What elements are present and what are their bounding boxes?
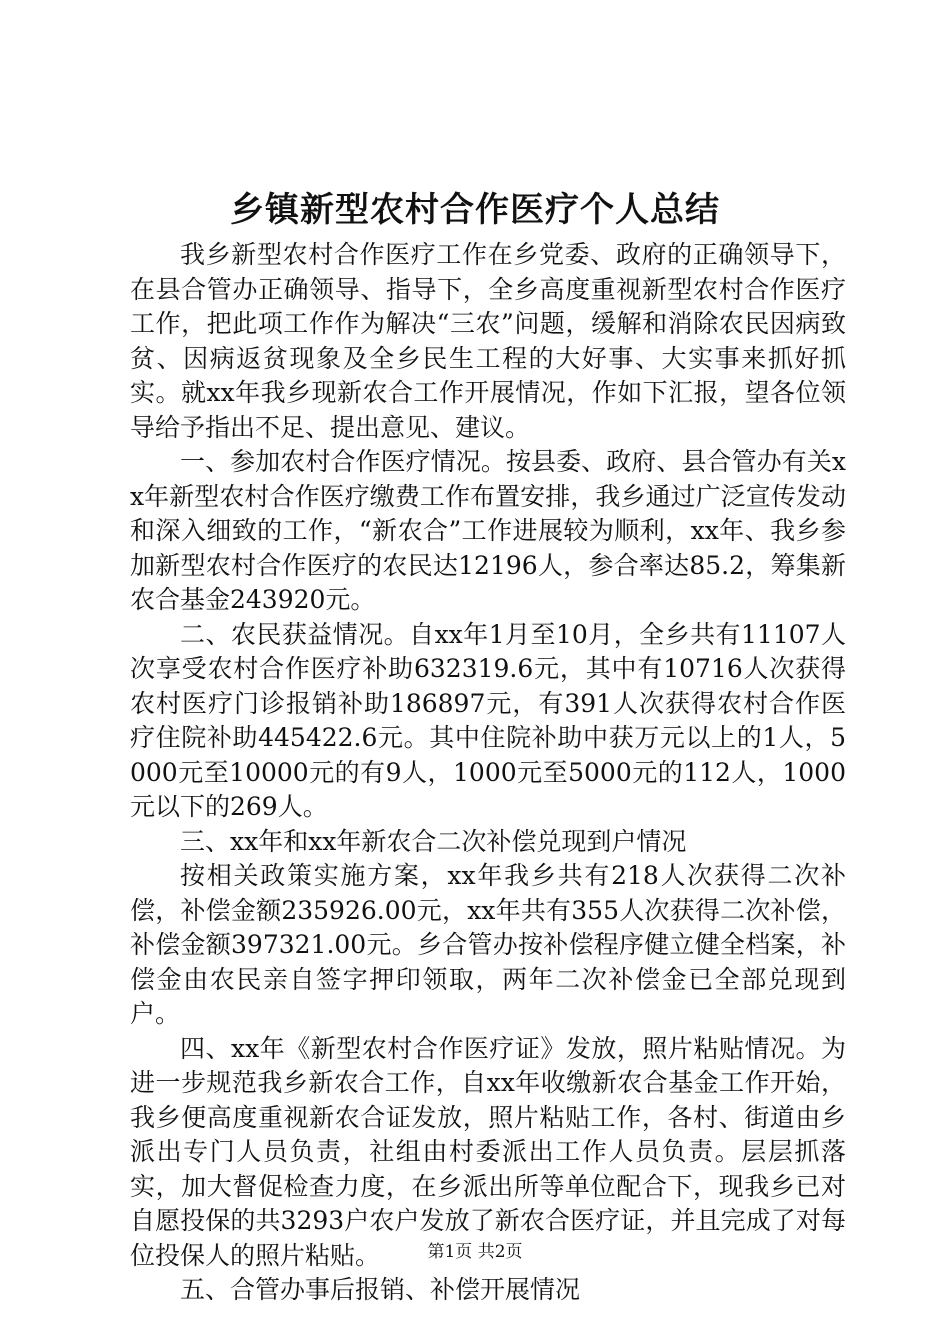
document-title: 乡镇新型农村合作医疗个人总结 bbox=[230, 190, 720, 230]
paragraph-section-3-body: 按相关政策实施方案，xx年我乡共有218人次获得二次补偿，补偿金额235926.00元，xx年共有355人次获得二次补偿，补偿金额397321.00元。乡合管办按补偿程序健立健全档案，补偿金由农民亲自签字押印领取，两年二次补偿金已全部兑现到户。 bbox=[130, 861, 846, 1028]
document-body bbox=[130, 238, 846, 1308]
paragraph-section-2: 二、农民获益情况。自xx年1月至10月，全乡共有11107人次享受农村合作医疗补助632319.6元，其中有10716人次获得农村医疗门诊报销补助186897元，有391人次获得农村合作医疗住院补助445422.6元。其中住院补助中获万元以上的1人，5000元至10000元的有9人，1000元至5000元的112人，1000元以下的269人。 bbox=[130, 619, 846, 821]
page-footer: 第1页 共2页 bbox=[427, 1242, 523, 1262]
paragraph-section-4: 四、xx年《新型农村合作医疗证》发放，照片粘贴情况。为进一步规范我乡新农合工作，自xx年收缴新农合基金工作开始，我乡便高度重视新农合证发放，照片粘贴工作，各村、街道由乡派出专门人员负责，社组由村委派出工作人员负责。层层抓落实，加大督促检查力度，在乡派出所等单位配合下，现我乡已对自愿投保的共3293户农户发放了新农合医疗证，并且完成了对每位投保人的照片粘贴。 bbox=[130, 1033, 846, 1270]
paragraph-section-5-heading: 五、合管办事后报销、补偿开展情况 bbox=[180, 1275, 581, 1304]
paragraph-section-3-heading: 三、xx年和xx年新农合二次补偿兑现到户情况 bbox=[180, 826, 687, 856]
paragraph-intro: 我乡新型农村合作医疗工作在乡党委、政府的正确领导下，在县合管办正确领导、指导下，全乡高度重视新型农村合作医疗工作，把此项工作作为解决“三农”问题，缓解和消除农民因病致贫、因病返贫现象及全乡民生工程的大好事、大实事来抓好抓实。就xx年我乡现新农合工作开展情况，作如下汇报，望各位领导给予指出不足、提出意见、建议。 bbox=[130, 240, 846, 442]
paragraph-section-1: 一、参加农村合作医疗情况。按县委、政府、县合管办有关xx年新型农村合作医疗缴费工作布置安排，我乡通过广泛宣传发动和深入细致的工作，“新农合”工作进展较为顺利，xx年、我乡参加新型农村合作医疗的农民达12196人，参合率达85.2，筹集新农合基金243920元。 bbox=[130, 447, 846, 614]
